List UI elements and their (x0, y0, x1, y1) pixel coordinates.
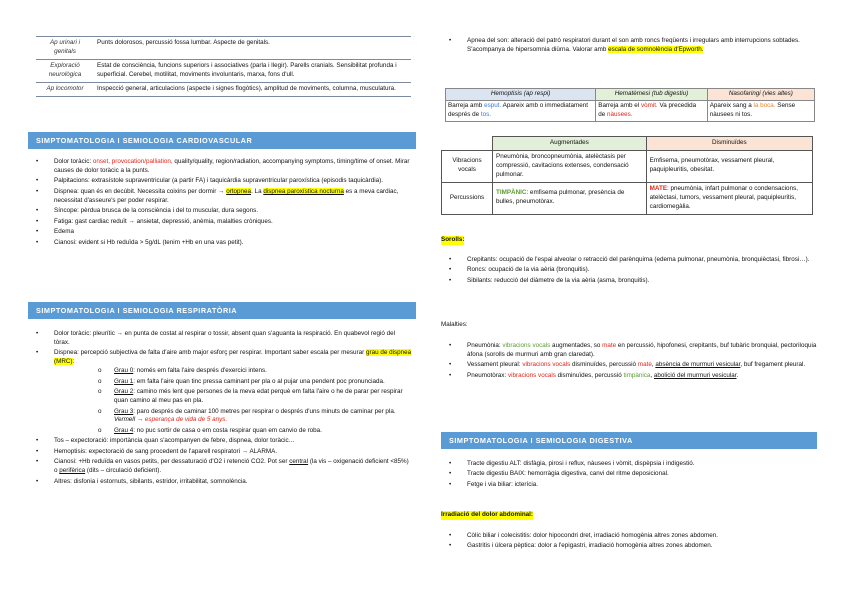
row-key: Ap locomotor (36, 82, 94, 96)
cell-text: Va precedida de (598, 101, 697, 118)
row-value: Punts dolorosos, percussió fossa lumbar. Aspecte de genitals. (94, 37, 411, 60)
row-value: Estat de consciència, funcions superiors i associatives (parla i llegir). Parells cranials. Sensibilitat profunda i superficial. Cerebel, motilitat, moviments involuntaris, marxa, fons d'ull. (94, 59, 411, 82)
list-item (441, 372, 817, 381)
grade-text: : només em falta l'aire després d'exercici intens. (133, 367, 267, 375)
list-item: • Tracte digestiu BAIX: hemorràgia digestiva, canvi del ritme deposicional. (441, 470, 817, 479)
list-item (28, 458, 412, 476)
item-text: perifèrica (59, 467, 86, 475)
highlight-text: ortopnea (226, 187, 252, 195)
list-item: • Fetge i via biliar: icterícia. (441, 481, 817, 490)
item-text: (la vis – oxigenació deficient <85%) o (54, 458, 409, 475)
item-text: mate (637, 361, 652, 369)
list-item: • Sibilants: reducció del diàmetre de la via aèria (asma, bronquitis). (441, 277, 817, 286)
item-text: disminuïdes, percussió (555, 371, 624, 379)
list-item: • Roncs: ocupació de la via aèria (bronquitis). (441, 266, 817, 275)
row-value: Inspecció general, articulacions (aspecte i signes flogòtics), amplitud de moviments, columna, musculatura. (94, 82, 411, 96)
cell-text: : emfisema pulmonar, presència de bulles, pneumotòrax. (496, 189, 625, 206)
highlight-text: escala de somnolència d'Epworth. (608, 45, 704, 53)
table-row (442, 150, 813, 182)
table-cell: Pneumònia, broncopneumònia, atelèctasis per compressió, cavitacions extenses, condensació pulmonar. (493, 150, 647, 182)
list-item (441, 342, 817, 360)
grade-item (54, 388, 412, 406)
item-label: Pneumotòrax: (467, 371, 508, 379)
table-cell (446, 100, 596, 121)
cell-text: esput. (484, 101, 502, 109)
item-text: . (736, 371, 739, 379)
item-text: onset, provocation/palliation, (92, 158, 175, 165)
apparatus-table (36, 36, 411, 97)
highlight-text: grau de dispnea (MRC) (54, 349, 412, 366)
item-text: central (289, 458, 309, 466)
grade-item (54, 378, 412, 387)
list-item: • Hemoptisis: expectoració de sang procedent de l'aparell respiratori → ALARMA. (28, 448, 412, 457)
row-key: Ap urinari i genitals (36, 37, 94, 60)
grade-text: : camino més lent que persones de la meva edat perquè em falta l'aire o he de parar per respirar quan camino al meu pas en pla. (114, 388, 403, 405)
header-cell: Hematèmesi (tub digestiu) (596, 89, 707, 101)
row-key: Exploració neurològica (36, 59, 94, 82)
cell-text: Sense nàusees ni tos. (709, 101, 796, 118)
irradiacio-title: Irradiació del dolor abdominal: (441, 511, 534, 518)
dyspnea-grades (54, 367, 412, 436)
table-row (36, 59, 411, 82)
item-label: Pneumònia: (467, 342, 503, 349)
header-cell: Hemoptisis (ap respi) (446, 89, 596, 101)
table-row (36, 82, 411, 96)
item-text: Dispnea: quan és en decúbit. Necessita coixins per dormir → (54, 187, 227, 195)
resp-list (28, 330, 412, 488)
list-item: • Palpitacions: extrasístole supraventricular (a partir FA) i taquicàrdia supraventricular paroxística (episodis taquicàrdia). (28, 177, 412, 186)
table-cell (596, 100, 707, 121)
highlight-text: dispnea paroxística nocturna (263, 187, 344, 195)
list-item: • Gastritis i úlcera pèptica: dolor a l'epigastri, irradiació homogènia altres zones abdomen. (441, 542, 817, 551)
grade-label: Grau 0 (114, 367, 134, 375)
list-item (441, 37, 817, 55)
table-row (36, 37, 411, 60)
cell-text: la boca. (753, 101, 776, 109)
item-text: vibracions vocals (522, 361, 571, 369)
item-text: : (72, 358, 75, 366)
cell-text: MATE (649, 184, 668, 192)
item-text: augmentades, so (550, 342, 603, 349)
grade-item (54, 427, 412, 436)
cell-text: Apareix sang a (709, 101, 754, 109)
item-text: en percussió, hipofonesi, crepitants, buf tubàric bronquial, pectoriloquia àfona (sorolls de murmuri amb gran claredat). (467, 342, 817, 358)
list-item: • Dolor toràcic: pleurític → en punta de costat al respirar o tossir, absent quan s'aguanta la respiració. En quabevol regió del tòrax. (28, 330, 412, 348)
item-text: , buf fregament pleural. (740, 361, 806, 369)
item-text: Apnea del son: alteració del patró respiratori durant el son amb roncs freqüents i irregulars amb interrupcions sobtades. S'acompanya de hipersomnia diürna. Valorar amb (467, 37, 800, 53)
cardio-section-title: SIMPTOMATOLOGIA I SEMIOLOGIA CARDIOVASCULAR (28, 132, 416, 149)
table-cell (707, 100, 814, 121)
item-text: es a meva cardiac, necessitat d'asseure's per poder respirar. (54, 187, 399, 204)
list-item: • Fatiga: gast cardiac reduït → ansietat, depressió, anèmia, malalties cròniques. (28, 218, 412, 227)
cell-text: : pneumònia, infart pulmonar o condensacions, atelèctasi, tumors, vessament pleural, paquipleuritis, cardiomegàlia. (649, 184, 798, 210)
resp-section-title: SIMPTOMATOLOGIA I SEMIOLOGIA RESPIRATÒRIA (28, 302, 416, 319)
item-text: mate (602, 342, 617, 349)
item-text: quality/quality, region/radiation, accompanying symptoms, timing/time of onset. Mirar causes de dolor toràcic a la punts. (54, 158, 410, 174)
list-item: • Tracte digestiu ALT: disfàgia, pirosi i reflux, nàusees i vòmit, dispèpsia i indigestió. (441, 460, 817, 469)
malalties-list (441, 342, 817, 382)
item-text: , (650, 371, 654, 379)
dig-section-title: SIMPTOMATOLOGIA I SEMIOLOGIA DIGESTIVA (441, 432, 817, 449)
table-header-row (442, 137, 813, 151)
item-label: Vessament pleural: (467, 361, 523, 369)
list-item: • Cianosi: evident si Hb reduïda > 5g/dL (tenim +Hb en una vas petit). (28, 239, 412, 248)
cell-text: Apareix amb o immediatament després de (448, 101, 589, 118)
cell-text: tos. (480, 110, 492, 118)
table-cell (493, 182, 647, 214)
row-key: Percussions (442, 182, 493, 214)
grade-text: Vermell (114, 416, 136, 424)
grade-label: Grau 2 (114, 388, 134, 396)
list-item (28, 158, 412, 176)
sorolls-title: Sorolls: (441, 236, 465, 243)
list-item (28, 188, 412, 206)
table-cell: Emfisema, pneumotòrax, vessament pleural, paquipleuritis, obesitat. (646, 150, 812, 182)
header-disminuides: Disminuïdes (646, 137, 812, 151)
empty-cell (442, 137, 493, 151)
grade-text: : paro després de caminar 100 metres per respirar o després d'uns minuts de caminar per pla. (133, 407, 396, 415)
list-item: • Edema (28, 228, 412, 237)
item-text: Dispnea: percepció subjectiva de falta d'aire amb major esforç per respirar. Important saber escala per mesurar (54, 349, 366, 357)
item-text: timpànica (623, 371, 651, 379)
item-text: (dits – circulació deficient). (85, 467, 162, 475)
dig-list (441, 460, 817, 491)
sorolls-list (441, 256, 817, 287)
cell-text: Barreja amb (448, 101, 485, 109)
item-text: disminuïdes, percussió (570, 361, 638, 369)
list-item: • Síncope: pèrdua brusca de la consciència i del to muscular, dura segons. (28, 207, 412, 216)
list-item: • Còlic biliar i colecistitis: dolor hipocondri dret, irradiació homogènia altres zones abdomen. (441, 532, 817, 541)
grade-label: Grau 3 (114, 407, 134, 415)
item-text: abolició del murmuri vesicular (653, 371, 737, 379)
item-text: , (651, 361, 656, 369)
list-item: • Crepitants: ocupació de l'espai alveolar o retracció del parènquima (edema pulmonar, pneumònia, bronquièctasi, fibrosi…). (441, 256, 817, 265)
list-item (441, 361, 817, 370)
item-label: Dolor toràcic: (54, 158, 93, 165)
grade-item (54, 408, 412, 426)
grade-text: : no puc sortir de casa o em costa respirar quan em canvio de roba. (133, 426, 322, 434)
header-cell: Nasofaringi (vies altes) (707, 89, 814, 101)
vibrations-table (441, 136, 813, 215)
cell-text: vòmit. (640, 101, 658, 109)
table-header-row (446, 89, 815, 101)
item-text: Cianosi: +Hb reduïda en vasos petits, per dessaturació d'O2 i retenció CO2. Pot ser (54, 458, 290, 466)
irradiacio-list (441, 532, 817, 553)
hemoptysis-table (445, 88, 815, 122)
grade-text: → (135, 416, 145, 424)
warning-text: esperança de vida de 5 anys. (144, 416, 228, 424)
list-item: • Altres: disfonia i estornuts, sibilants, estridor, irritabilitat, somnolència. (28, 478, 412, 487)
table-row (442, 182, 813, 214)
cell-text: TIMPÀNIC (496, 189, 527, 197)
item-text: vibracions vocals (502, 342, 551, 349)
cell-text: nàusees. (607, 110, 633, 118)
row-key: Vibracions vocals (442, 150, 493, 182)
header-augmentades: Augmentades (493, 137, 647, 151)
list-item (28, 349, 412, 435)
list-item: • Tos – expectoració: importància quan s'acompanyen de febre, dispnea, dolor toràcic… (28, 437, 412, 446)
item-text: absència de murmuri vesicular (655, 361, 741, 369)
item-text: vibracions vocals (507, 371, 556, 379)
grade-label: Grau 1 (114, 377, 134, 385)
item-text: . La (251, 187, 264, 195)
cell-text: Barreja amb el (598, 101, 641, 109)
table-row (446, 100, 815, 121)
cardio-list (28, 158, 412, 249)
grade-item (54, 367, 412, 376)
malalties-title: Malalties: (441, 321, 468, 328)
grade-text: : em falta l'aire quan tinc pressa caminant per pla o al pujar una pendent poc pronunciada. (133, 377, 385, 385)
table-cell (646, 182, 812, 214)
grade-label: Grau 4 (114, 426, 134, 434)
apnea-list (441, 37, 817, 56)
